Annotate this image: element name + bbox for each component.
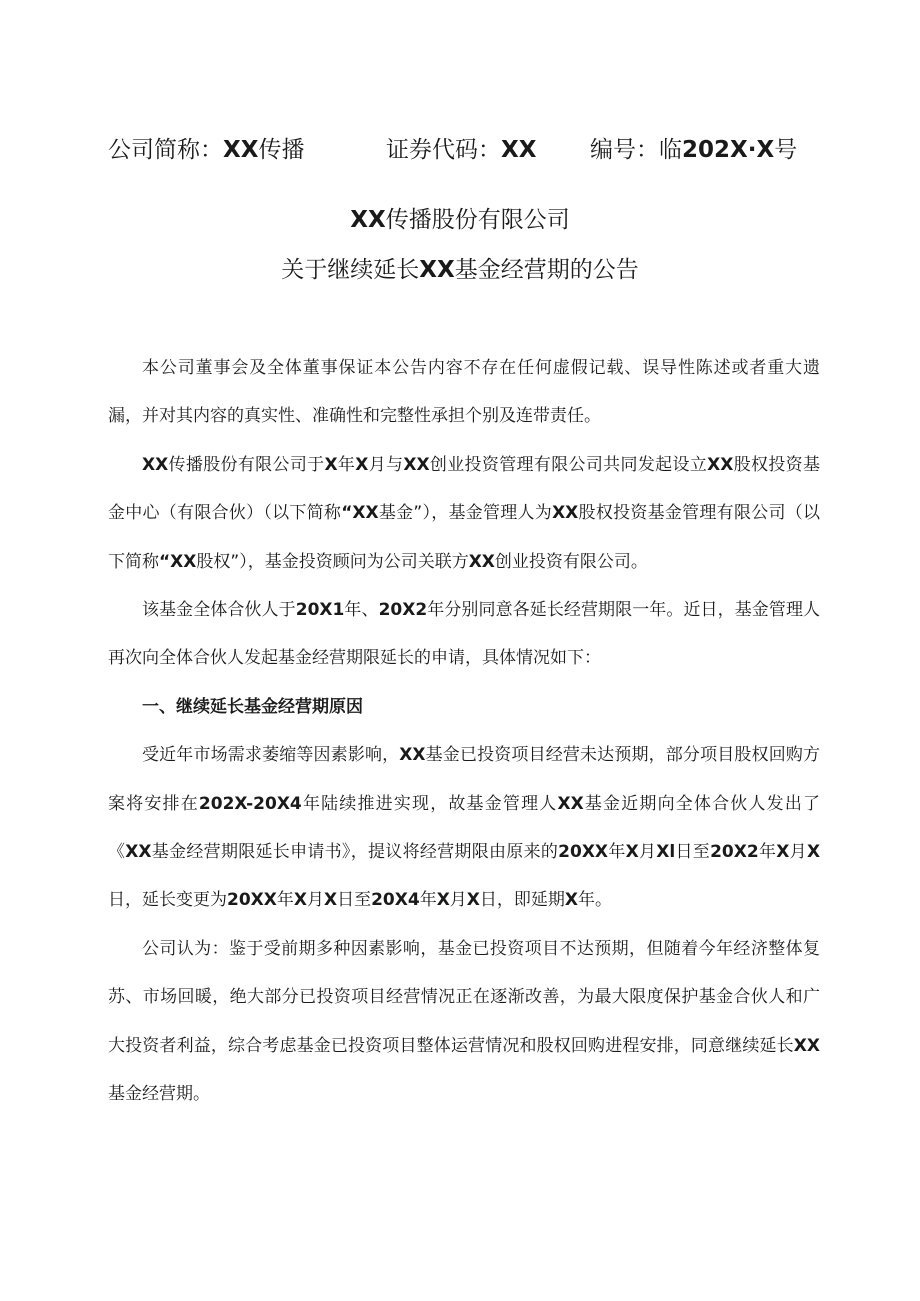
board-statement-paragraph: 本公司董事会及全体董事保证本公告内容不存在任何虚假记载、误导性陈述或者重大遗漏，并对其内容的真实性、准确性和完整性承担个别及连带责任。 xyxy=(108,358,820,427)
company-opinion-paragraph: 公司认为：鉴于受前期多种因素影响，基金已投资项目不达预期，但随着今年经济整体复苏、市场回暖，绝大部分已投资项目经营情况正在逐渐改善，为最大限度保护基金合伙人和广大投资者利益，综合考虑基金已投资项目整体运营情况和股权回购进程安排，同意继续延长XX基金经营期。 xyxy=(108,938,820,1105)
extension-history-paragraph: 该基金全体合伙人于20X1年、20X2年分别同意各延长经营期限一年。近日，基金管理人再次向全体合伙人发起基金经营期限延长的申请，具体情况如下： xyxy=(108,600,821,669)
stock-code: 证券代码：XX xyxy=(386,137,537,163)
announcement-number: 编号：临202X·X号 xyxy=(590,137,798,163)
announcement-title: 关于继续延长XX基金经营期的公告 xyxy=(281,257,639,283)
announcement-body xyxy=(108,344,820,1119)
company-title: XX传播股份有限公司 xyxy=(350,207,570,233)
section-heading-reasons: 一、继续延长基金经营期原因 xyxy=(142,696,363,717)
company-short-name: 公司简称：XX传播 xyxy=(108,137,305,163)
fund-background-paragraph: XX传播股份有限公司于X年X月与XX创业投资管理有限公司共同发起设立XX股权投资基金中心（有限合伙）（以下简称“XX基金”），基金管理人为XX股权投资基金管理有限公司（以下简称“XX股权”），基金投资顾问为公司关联方XX创业投资有限公司。 xyxy=(108,454,821,572)
extension-reason-paragraph: 受近年市场需求萎缩等因素影响，XX基金已投资项目经营未达预期，部分项目股权回购方案将安排在202X-20X4年陆续推进实现，故基金管理人XX基金近期向全体合伙人发出了《XX基金经营期限延长申请书》，提议将经营期限由原来的20XX年X月Xl日至20X2年X月X日，延长变更为20XX年X月X日至20X4年X月X日，即延期X年。 xyxy=(108,745,821,911)
